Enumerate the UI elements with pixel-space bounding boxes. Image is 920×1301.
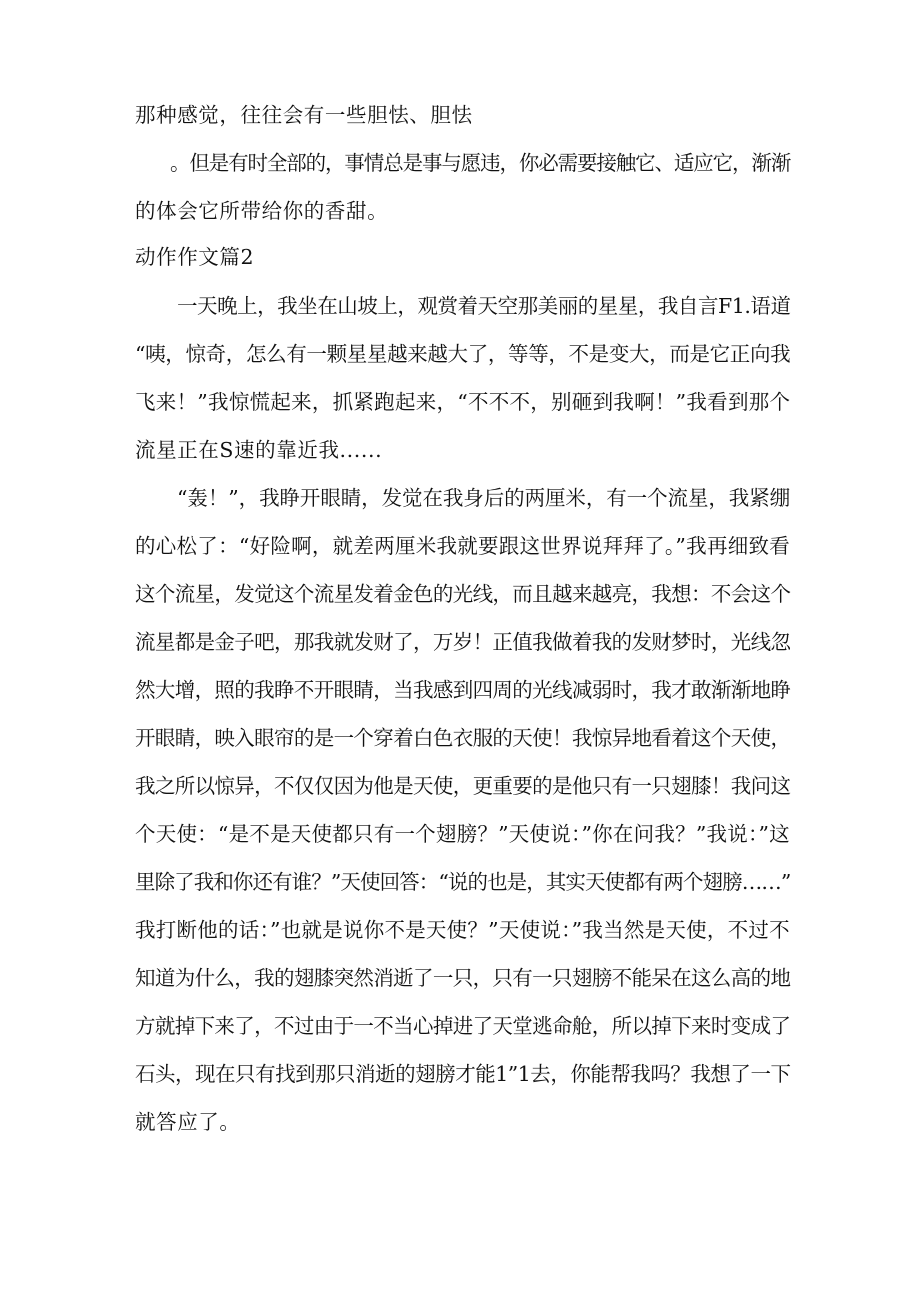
text-line: 就答应了。 [135, 1110, 241, 1134]
text-line: 方就掉下来了，不过由于一不当心掉进了天堂逃命舱，所以掉下来时变成了 [135, 1014, 791, 1038]
text-line: 流星正在S速的靠近我...... [135, 438, 383, 462]
text-line: 那种感觉，往往会有一些胆怯、胆怯 [135, 103, 473, 127]
text-line: 飞来！”我惊慌起来，抓紧跑起来，“不不不，别砸到我啊！”我看到那个 [135, 390, 791, 414]
text-line: 石头，现在只有找到那只消逝的翅膀才能1”1去，你能帮我吗？我想了一下 [135, 1062, 791, 1086]
text-line: 。但是有时全部的，事情总是事与愿违，你必需要接触它、适应它，渐渐 [170, 151, 791, 175]
text-line: 里除了我和你还有谁？”天使回答：“说的也是，其实天使都有两个翅膀……” [135, 870, 791, 894]
text-line: 我之所以惊异，不仅仅因为他是天使，更重要的是他只有一只翅膝！我问这 [135, 774, 791, 798]
text-line: 然大增，照的我睁不开眼睛，当我感到四周的光线减弱时，我才敢渐渐地睁 [135, 678, 791, 702]
text-line: 的体会它所带给你的香甜。 [135, 199, 389, 223]
text-line: 流星都是金子吧，那我就发财了，万岁！正值我做着我的发财梦时，光线忽 [135, 630, 791, 654]
text-line: 开眼睛，映入眼帘的是一个穿着白色衣服的天使！我惊异地看着这个天使， [135, 726, 791, 750]
text-line: 我打断他的话：”也就是说你不是天使？”天使说：”我当然是天使，不过不 [135, 918, 790, 942]
text-line: 一天晚上，我坐在山坡上，观赏着天空那美丽的星星，我自言F1.语道 [177, 294, 791, 318]
text-line: 个天使：“是不是天使都只有一个翅膀？”天使说：”你在问我？”我说：”这 [135, 822, 790, 846]
text-line: “轰！”，我睁开眼睛，发觉在我身后的两厘米，有一个流星，我紧绷 [177, 486, 791, 510]
text-line: 这个流星，发觉这个流星发着金色的光线，而且越来越亮，我想：不会这个 [135, 582, 791, 606]
section-heading: 动作作文篇2 [135, 245, 255, 269]
text-line: “咦，惊奇，怎么有一颗星星越来越大了，等等，不是变大，而是它正向我 [135, 342, 791, 366]
text-line: 的心松了：“好险啊，就差两厘米我就要跟这世界说拜拜了。”我再细致看 [135, 534, 791, 558]
text-line: 知道为什么，我的翅膝突然消逝了一只，只有一只翅膀不能呆在这么高的地 [135, 966, 791, 990]
